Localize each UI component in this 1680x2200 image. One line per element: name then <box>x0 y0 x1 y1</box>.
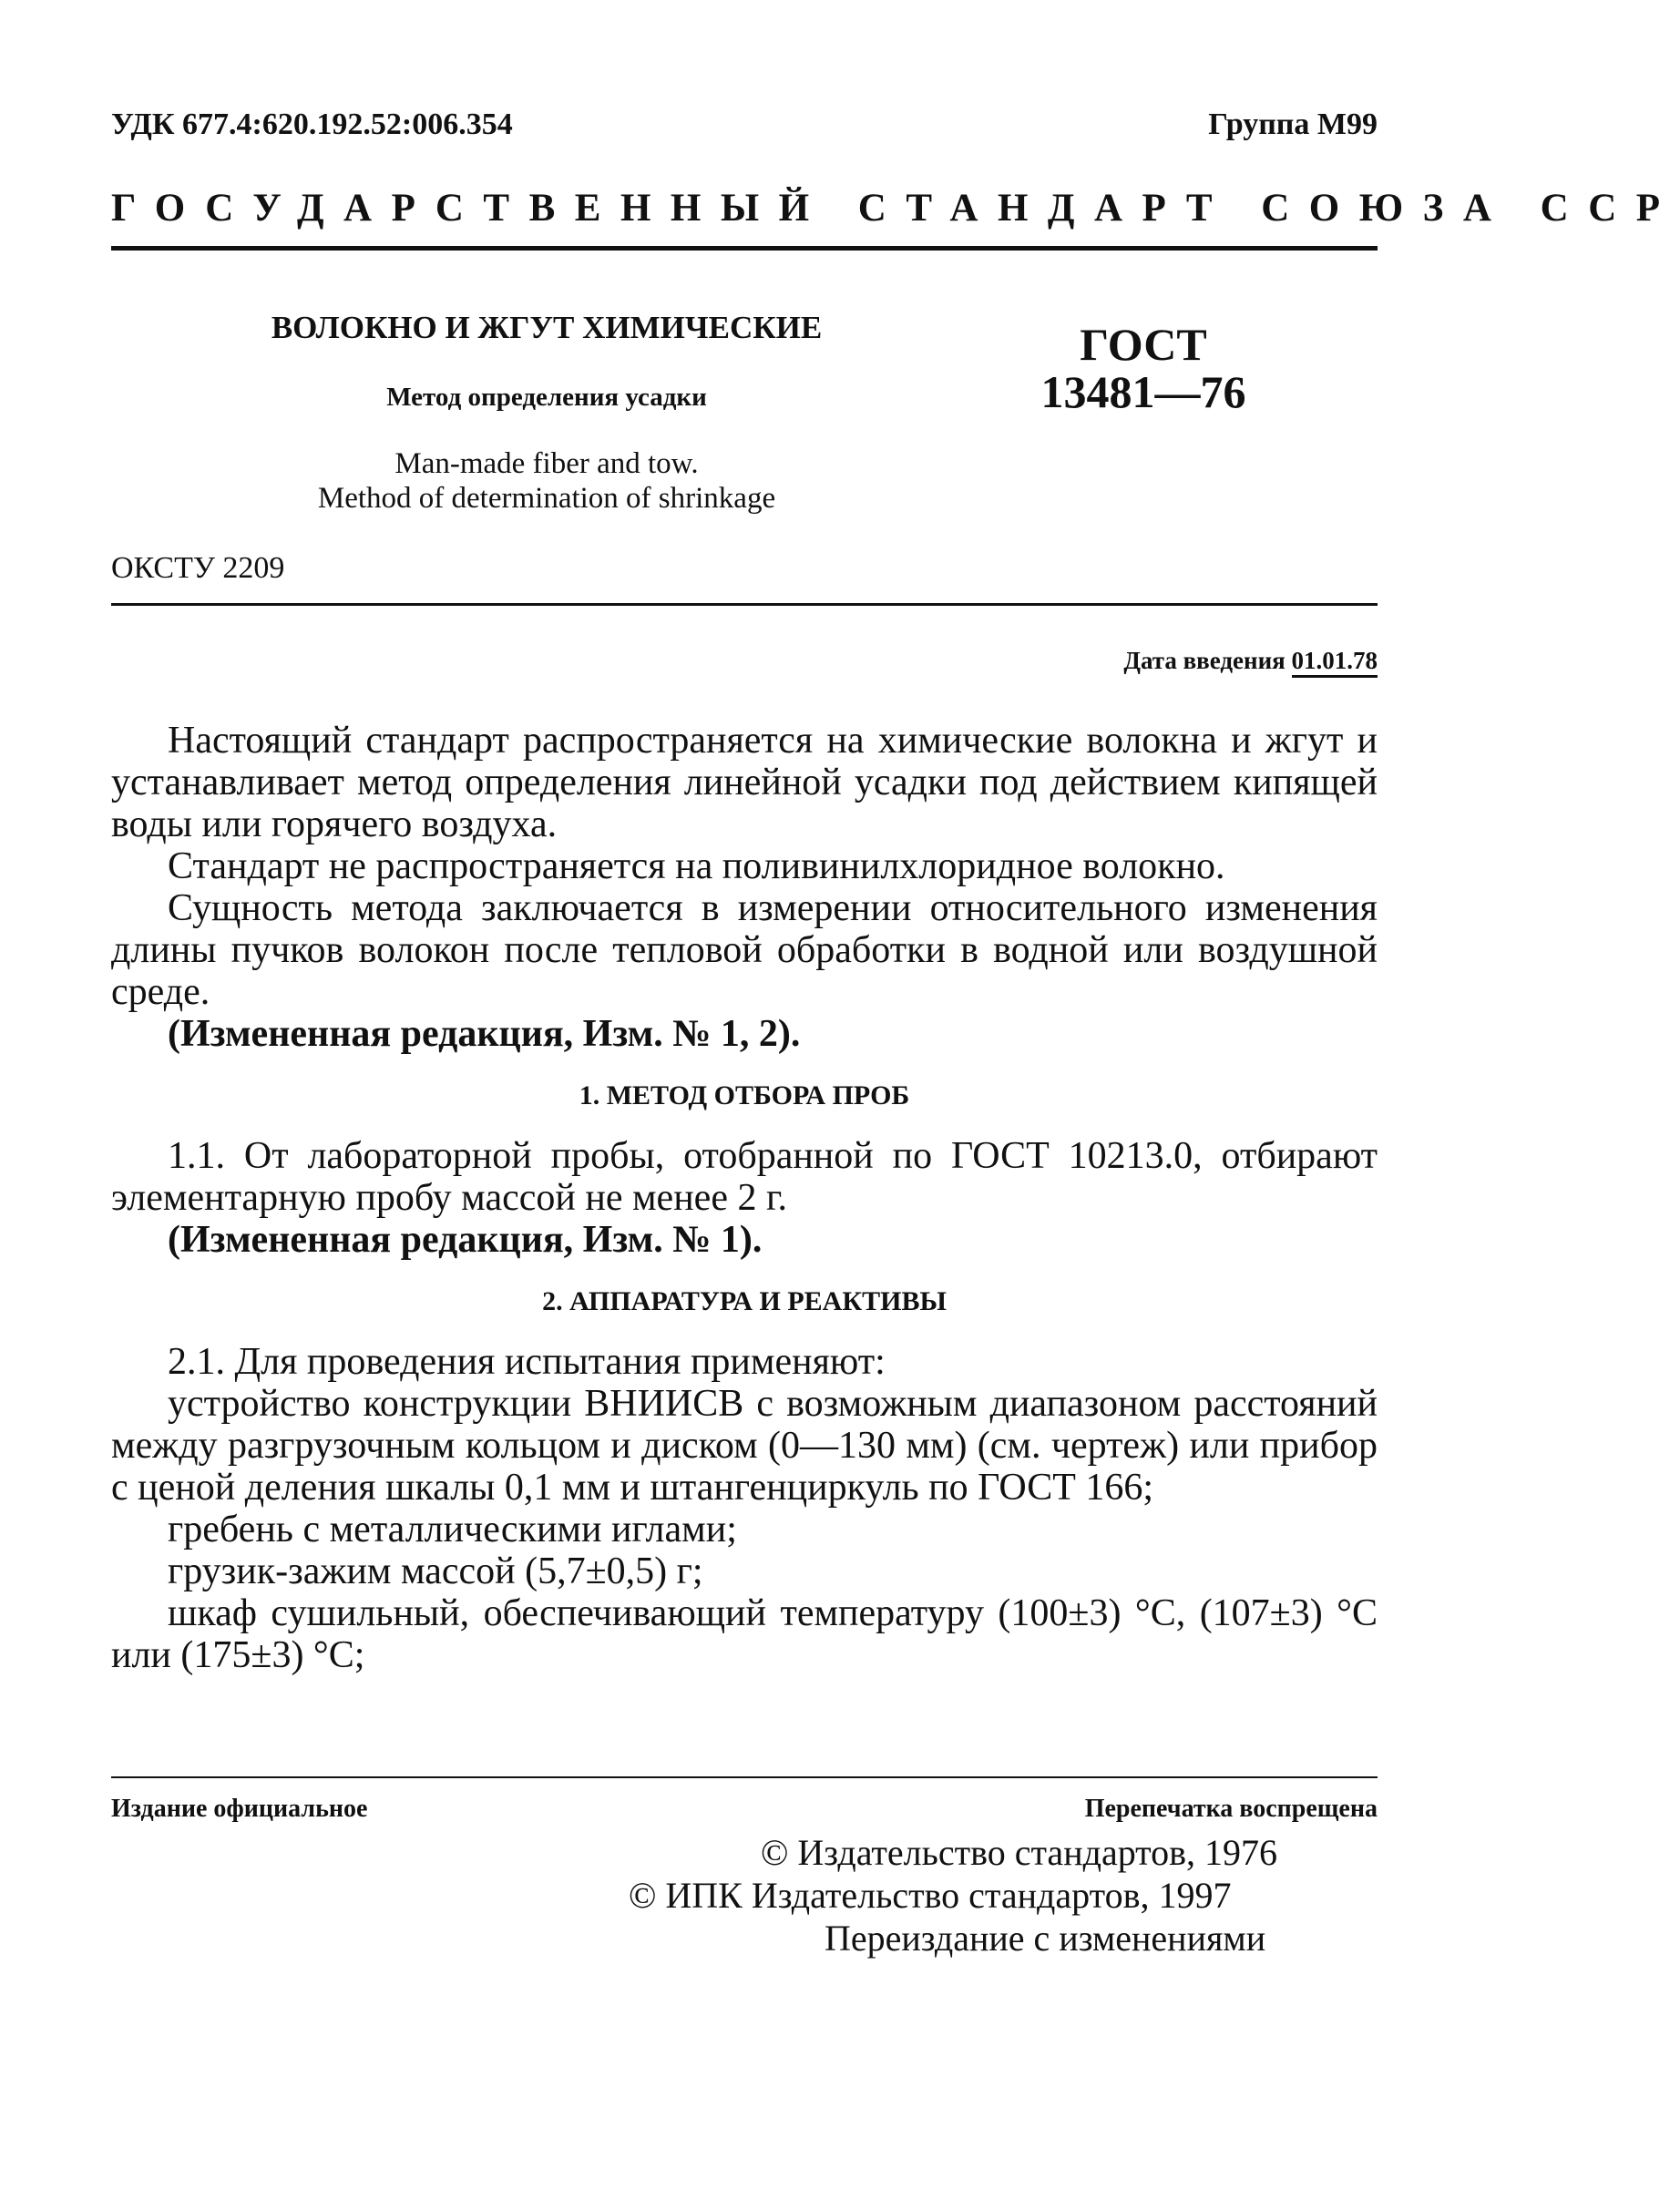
footer-rule <box>111 1776 1378 1778</box>
gost-number: 13481—76 <box>1040 366 1246 417</box>
udk-code: УДК 677.4:620.192.52:006.354 <box>111 107 513 141</box>
document-title: ВОЛОКНО И ЖГУТ ХИМИЧЕСКИЕ <box>271 310 823 345</box>
clause-1-1: 1.1. От лабораторной пробы, отобранной по ГОСТ 10213.0, отбирают элементарную пробу массой не менее 2 г. <box>111 1135 1378 1219</box>
intro-date <box>1123 647 1378 675</box>
document-body <box>111 720 1378 1676</box>
intro-date-label: Дата введения <box>1123 647 1286 674</box>
amendment-note-2: (Измененная редакция, Изм. № 1). <box>168 1219 763 1261</box>
equipment-device: устройство конструкции ВНИИСВ с возможным диапазоном расстояний между разгрузочным кольцом и диском (0—130 мм) (см. чертеж) или прибор с ценой деления шкалы 0,1 мм и штангенциркуль по ГОСТ 166; <box>111 1383 1378 1509</box>
english-title-line2: Method of determination of shrinkage <box>317 482 776 515</box>
title-bottom-rule <box>111 603 1378 606</box>
okstu-code: ОКСТУ 2209 <box>111 551 285 585</box>
section-2-heading: 2. АППАРАТУРА И РЕАКТИВЫ <box>542 1286 947 1316</box>
paragraph-essence: Сущность метода заключается в измерении относительного изменения длины пучков волокон после тепловой обработки в водной или воздушной среде. <box>111 887 1378 1013</box>
section-1-heading: 1. МЕТОД ОТБОРА ПРОБ <box>579 1080 910 1110</box>
document-subtitle: Метод определения усадки <box>386 383 707 412</box>
paragraph-scope: Настоящий стандарт распространяется на химические волокна и жгут и устанавливает метод определения линейной усадки под действием кипящей воды или горячего воздуха. <box>111 720 1378 845</box>
state-standard-title: ГОСУДАРСТВЕННЫЙ СТАНДАРТ СОЮЗА ССР <box>111 187 1680 230</box>
reprint-prohibited: Перепечатка воспрещена <box>1084 1795 1378 1823</box>
reissue-note: Переиздание с изменениями <box>825 1918 1266 1959</box>
equipment-weight-clamp: грузик-зажим массой (5,7±0,5) г; <box>168 1550 703 1592</box>
copyright-1997: © ИПК Издательство стандартов, 1997 <box>629 1875 1232 1916</box>
equipment-comb: гребень с металлическими иглами; <box>168 1509 737 1550</box>
group-code: Группа М99 <box>1208 107 1378 141</box>
amendment-note-1: (Измененная редакция, Изм. № 1, 2). <box>168 1013 801 1055</box>
paragraph-exclusion: Стандарт не распространяется на поливинилхлоридное волокно. <box>168 845 1225 887</box>
equipment-drying-cabinet: шкаф сушильный, обеспечивающий температуру (100±3) °С, (107±3) °С или (175±3) °С; <box>111 1592 1378 1676</box>
gost-label: ГОСТ <box>1080 319 1207 370</box>
top-rule <box>111 246 1378 251</box>
official-edition: Издание официальное <box>111 1795 368 1823</box>
intro-date-value: 01.01.78 <box>1292 647 1378 678</box>
copyright-1976: © Издательство стандартов, 1976 <box>761 1832 1278 1873</box>
clause-2-1: 2.1. Для проведения испытания применяют: <box>168 1341 886 1383</box>
english-title-line1: Man-made fiber and tow. <box>394 447 699 480</box>
